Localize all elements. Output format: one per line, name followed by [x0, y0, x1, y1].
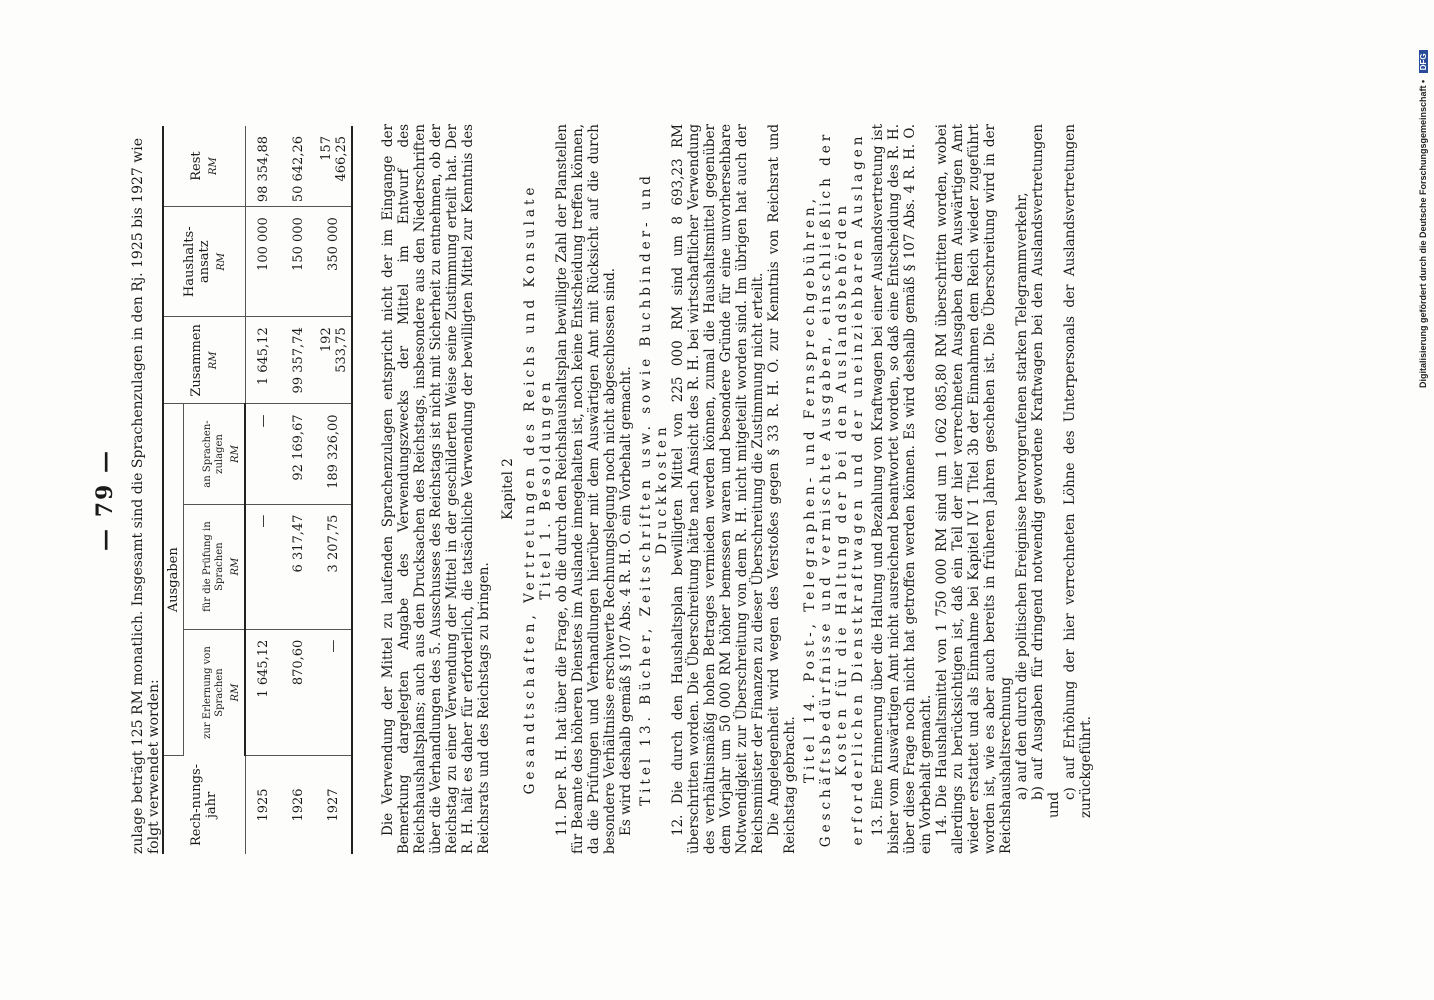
table-row [316, 126, 352, 854]
header-year: Rech-nungs-jahr [163, 755, 245, 854]
cell-zulagen: — [245, 404, 281, 504]
cell-rest: 50 642,26 [281, 126, 316, 207]
body-text [380, 124, 1094, 854]
cell-zulagen: 92 169,67 [281, 404, 316, 504]
cell-rest: 157 466,25 [316, 126, 352, 207]
cell-year: 1927 [326, 788, 341, 822]
header-rest: Rest RM [163, 126, 245, 207]
cell-erlernung: 870,60 [281, 629, 316, 755]
header-pruefung: für die Prüfung in Sprachen RM [184, 504, 246, 629]
header-zulagen: an Sprachen-zulagen RM [184, 404, 246, 504]
paragraph-11-note: Es wird deshalb gemäß § 107 Abs. 4 R. H. O. ein Vorbehalt gemacht. [618, 366, 634, 836]
cell-ansatz: 150 000 [281, 207, 316, 317]
header-erlernung: zur Erlernung von Sprachen RM [184, 629, 246, 755]
paragraph-13: 13. Eine Erinnerung über die Haltung und Bezahlung von Kraftwagen bei einer Auslandsvertretung ist bisher vom Auswärtigen Amt nicht ausreichend beantwortet worden, so daß eine Entscheidung des R. H. über diese Frage noch nicht hat getroffen werden können. Es wird deshalb gemäß § 107 Abs. 4 R. H. O. ein Vorbehalt gemacht. [870, 124, 934, 854]
paragraph-11: 11. Der R. H. hat über die Frage, ob die durch den Reichshaushaltsplan bewilligte Zahl der Planstellen für Beamte des höheren Dienstes im Auslande innegehalten ist, noch keine Entscheidung treffen können, da die Prüfungen und Verhandlungen hierüber mit dem Auswärtigen Amt mit Rücksicht auf die durch besondere Verhältnisse erschwerte Rechnungslegung noch nicht abgeschlossen sind. [554, 124, 618, 854]
list-item: c) auf Erhöhung der hier verrechneten Löhne des Unterpersonals der Auslandsvertretungen zurückgeführt. [1062, 124, 1094, 818]
cell-year: 1926 [291, 788, 306, 822]
page-number: — 79 — [92, 449, 118, 551]
cell-rest: 98 354,88 [245, 126, 281, 207]
table-row [245, 126, 281, 854]
cell-pruefung: — [245, 504, 281, 629]
chapter-title: Gesandtschaften, Vertretungen des Reichs und Konsulate [522, 183, 538, 795]
paragraph-12-note: Die Angelegenheit wird wegen des Verstoßes gegen § 33 R. H. O. zur Kenntnis von Reichsrat und Reichstag gebracht. [766, 124, 798, 854]
language-allowance-table [162, 126, 353, 854]
sidebar-text: Digitalisierung gefördert durch die Deutsche Forschungsgemeinschaft • [1418, 79, 1428, 388]
list-item: b) auf Ausgaben für dringend notwendig gewordene Kraftwagen bei den Auslandsvertretungen und [1030, 124, 1062, 818]
dfg-sidebar [1418, 8, 1432, 388]
cell-zusammen: 1 645,12 [245, 317, 281, 404]
header-zusammen: Zusammen RM [163, 317, 245, 404]
cell-ansatz: 350 000 [316, 207, 352, 317]
titel-13-heading: Titel 13. Bücher, Zeitschriften usw. sowie Buchbinder- und Druckkosten [638, 172, 670, 806]
titel-1-heading: Titel 1. Besoldungen [538, 378, 554, 600]
header-ausgaben: Ausgaben [163, 404, 184, 756]
paragraph-12: 12. Die durch den Haushaltsplan bewilligten Mittel von 225 000 RM sind um 8 693,23 RM überschritten worden. Die Überschreitung hätte nach Ansicht des R. H. bei wirtschaftlicher Verwendung des verhältnismäßig hohen Betrages vermieden werden können, zumal die Haushaltsmittel gegenüber dem Vorjahr um 50 000 RM höher bemessen waren und besondere Gründe für eine unvorhersehbare Notwendigkeit zur Überschreitung von dem R. H. nicht mitgeteilt worden sind. Im übrigen hat auch der Reichsminister der Finanzen zu dieser Überschreitung die Zustimmung nicht erteilt. [670, 124, 766, 854]
intro-text: zulage beträgt 125 RM monatlich. Insgesamt sind die Sprachenzulagen in den Rj. 1925 bis 1927 wie folgt verwendet worden: [130, 138, 162, 854]
list-item: a) auf den durch die politischen Ereignisse hervorgerufenen starken Telegrammverkehr, [1014, 192, 1030, 800]
paragraph-verwendung: Die Verwendung der Mittel zu laufenden Sprachenzulagen entspricht nicht der im Eingange der Bemerkung dargelegten Angabe des Verwendungszwecks der Mittel im Entwurf des Reichshaushaltsplans; auch aus den Drucksachen des Reichstags, insbesondere aus den Niederschriften über die Verhandlungen des 5. Ausschusses des Reichstags ist nicht mit Sicherheit zu entnehmen, ob der Reichstag zu einer Verwendung der Mittel in der geschilderten Weise seine Zustimmung erteilt hat. Der R. H. hält es daher für erforderlich, die tatsächliche Verwendung der bewilligten Mittel zur Kenntnis des Reichsrats und des Reichstags zu bringen. [380, 124, 492, 854]
cell-zusammen: 99 357,74 [281, 317, 316, 404]
cell-ansatz: 100 000 [245, 207, 281, 317]
cell-pruefung: 3 207,75 [316, 504, 352, 629]
cell-zusammen: 192 533,75 [316, 317, 352, 404]
paragraph-14: 14. Die Haushaltsmittel von 1 750 000 RM sind um 1 062 085,80 RM überschritten worden, wobei allerdings zu berücksichtigen ist, daß ein Teil der hier verrechneten Ausgaben dem Auswärtigen Amt wieder erstattet und als Einnahme bei Kapitel IV 1 Titel 3b der Einnahmen dem Reich wieder zugeführt worden ist, wie es aber auch bereits in früheren Jahren geschehen ist. Die Überschreitung wird in der Reichshaushaltsrechnung [934, 124, 1014, 854]
table-row [281, 126, 316, 854]
cell-zulagen: 189 326,00 [316, 404, 352, 504]
cell-erlernung: — [316, 629, 352, 755]
header-haushaltsansatz: Haushalts-ansatz RM [163, 207, 245, 317]
chapter-heading: Kapitel 2 [500, 458, 516, 520]
dfg-logo-icon: DFG [1419, 50, 1428, 73]
titel-14-heading: Titel 14. Post-, Telegraphen- und Fernsprechgebühren, Geschäftsbedürfnisse und vermischte Ausgaben, einschließlich der Kosten für die Haltung der bei den Auslandsbehörden erforderlichen Dienstkraftwagen und der uneinziehbaren Auslagen [802, 130, 866, 848]
cell-year: 1925 [255, 788, 271, 822]
cell-pruefung: 6 317,47 [281, 504, 316, 629]
cell-erlernung: 1 645,12 [245, 629, 281, 755]
